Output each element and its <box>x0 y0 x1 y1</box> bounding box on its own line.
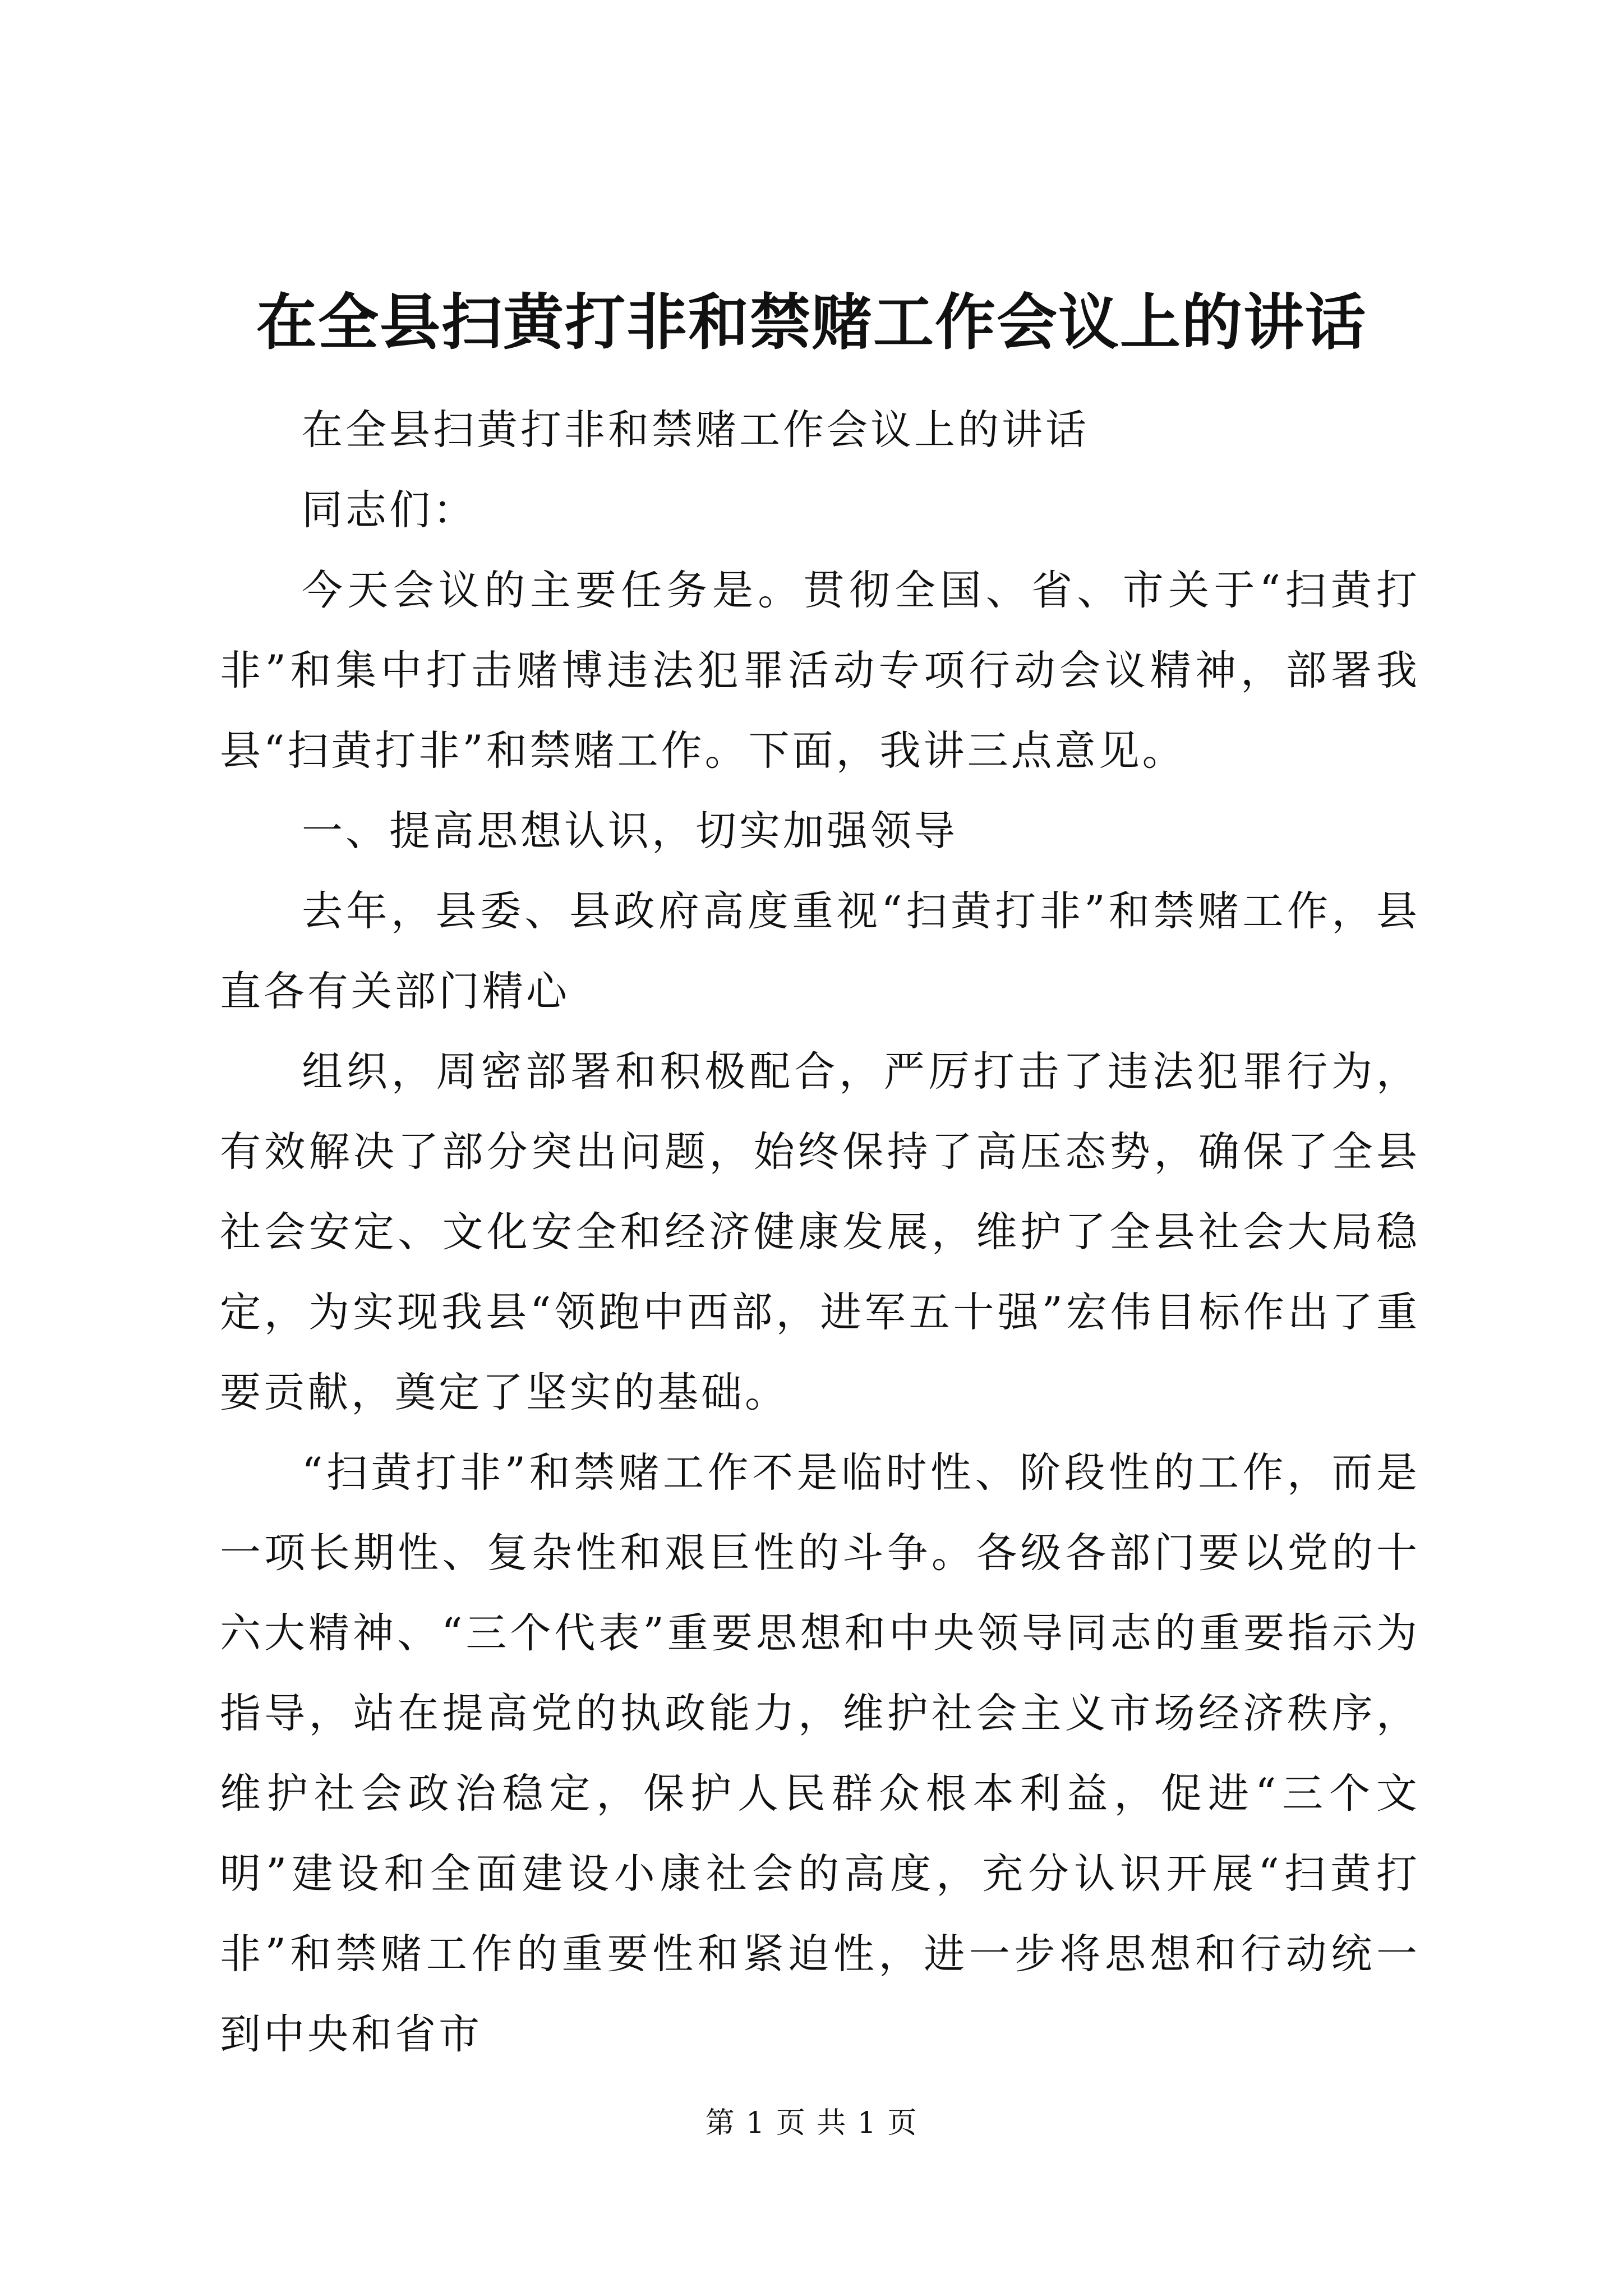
paragraph-subtitle: 在全县扫黄打非和禁赌工作会议上的讲话 <box>302 406 1089 454</box>
page-footer: 第 1 页 共 1 页 <box>705 2106 918 2140</box>
document-body <box>220 390 1420 2074</box>
paragraph-last-year: 去年，县委、县政府高度重视“扫黄打非”和禁赌工作，县直各有关部门精心 <box>220 887 1420 1015</box>
paragraph-intro: 今天会议的主要任务是。贯彻全国、省、市关于“扫黄打非”和集中打击赌博违法犯罪活动专项行动会议精神，部署我县“扫黄打非”和禁赌工作。下面，我讲三点意见。 <box>220 567 1420 775</box>
paragraph-long-term: “扫黄打非”和禁赌工作不是临时性、阶段性的工作，而是一项长期性、复杂性和艰巨性的斗争。各级各部门要以党的十六大精神、“三个代表”重要思想和中央领导同志的重要指示为指导，站在提高党的执政能力，维护社会主义市场经济秩序，维护社会政治稳定，保护人民群众根本利益，促进“三个文明”建设和全面建设小康社会的高度，充分认识开展“扫黄打非”和禁赌工作的重要性和紧迫性，进一步将思想和行动统一到中央和省市 <box>220 1449 1420 2058</box>
paragraph-organization: 组织，周密部署和积极配合，严厉打击了违法犯罪行为，有效解决了部分突出问题，始终保持了高压态势，确保了全县社会安定、文化安全和经济健康发展，维护了全县社会大局稳定，为实现我县“领跑中西部，进军五十强”宏伟目标作出了重要贡献，奠定了坚实的基础。 <box>220 1048 1420 1416</box>
document-title: 在全县扫黄打非和禁赌工作会议上的讲话 <box>256 287 1367 358</box>
section-heading-1: 一、提高思想认识，切实加强领导 <box>302 807 958 855</box>
paragraph-salutation: 同志们： <box>302 486 477 534</box>
